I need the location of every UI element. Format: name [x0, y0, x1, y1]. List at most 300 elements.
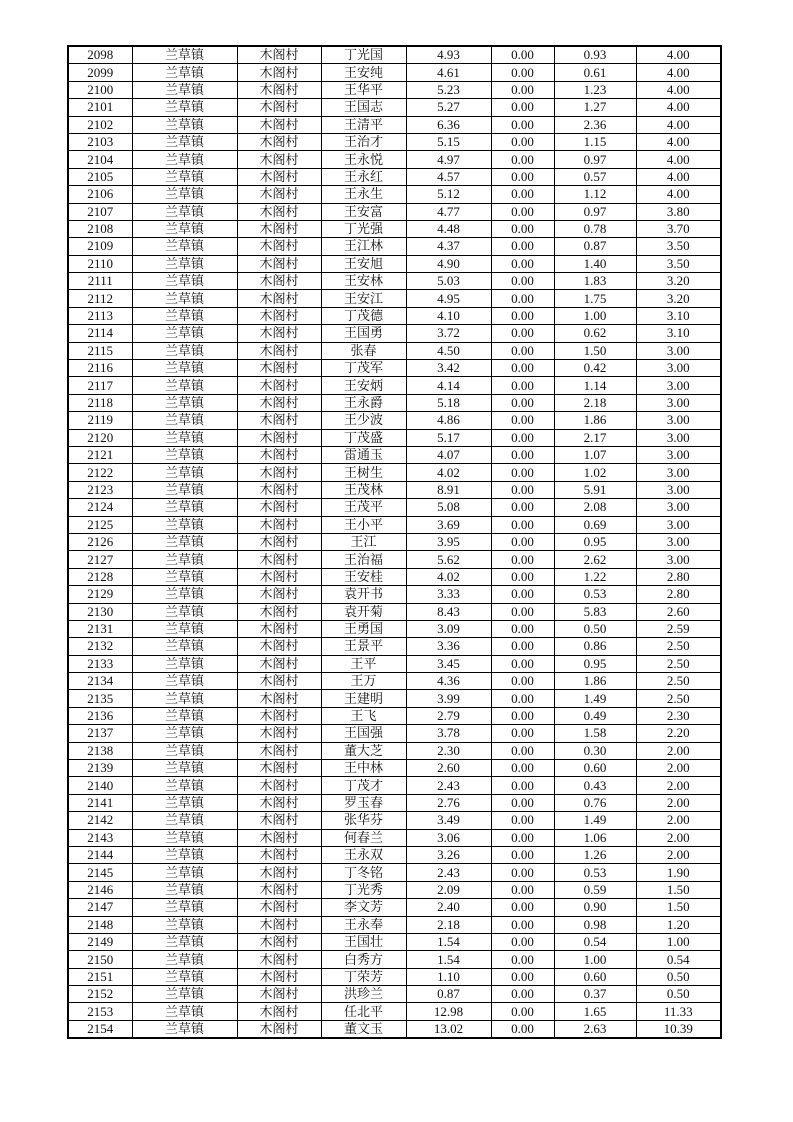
- cell-village: 木阁村: [237, 690, 321, 707]
- cell-value-c: 0.95: [554, 655, 636, 672]
- cell-name: 王万: [321, 673, 406, 690]
- cell-value-a: 3.72: [406, 325, 491, 342]
- cell-value-c: 1.49: [554, 690, 636, 707]
- cell-value-c: 0.49: [554, 707, 636, 724]
- cell-value-d: 2.00: [636, 742, 721, 759]
- cell-value-c: 2.63: [554, 1020, 636, 1038]
- cell-village: 木阁村: [237, 568, 321, 585]
- cell-value-d: 3.00: [636, 516, 721, 533]
- cell-village: 木阁村: [237, 168, 321, 185]
- cell-village: 木阁村: [237, 99, 321, 116]
- cell-village: 木阁村: [237, 864, 321, 881]
- cell-value-d: 3.00: [636, 412, 721, 429]
- cell-town: 兰草镇: [132, 829, 237, 846]
- cell-value-d: 0.50: [636, 968, 721, 985]
- cell-value-b: 0.00: [491, 46, 554, 64]
- cell-value-d: 3.00: [636, 481, 721, 498]
- cell-name: 何春兰: [321, 829, 406, 846]
- cell-village: 木阁村: [237, 446, 321, 463]
- cell-value-b: 0.00: [491, 481, 554, 498]
- cell-value-a: 3.69: [406, 516, 491, 533]
- cell-value-d: 2.00: [636, 812, 721, 829]
- cell-row-number: 2125: [68, 516, 132, 533]
- cell-value-a: 3.45: [406, 655, 491, 672]
- cell-value-c: 0.59: [554, 881, 636, 898]
- cell-value-c: 2.08: [554, 499, 636, 516]
- cell-value-a: 5.03: [406, 273, 491, 290]
- cell-row-number: 2149: [68, 933, 132, 950]
- table-row: [68, 46, 721, 64]
- cell-town: 兰草镇: [132, 412, 237, 429]
- cell-town: 兰草镇: [132, 881, 237, 898]
- cell-row-number: 2145: [68, 864, 132, 881]
- cell-name: 袁开书: [321, 586, 406, 603]
- cell-name: 王永奉: [321, 916, 406, 933]
- cell-value-b: 0.00: [491, 916, 554, 933]
- table-row: [68, 812, 721, 829]
- cell-value-c: 1.86: [554, 412, 636, 429]
- cell-value-c: 1.75: [554, 290, 636, 307]
- cell-village: 木阁村: [237, 586, 321, 603]
- table-row: [68, 620, 721, 637]
- cell-village: 木阁村: [237, 760, 321, 777]
- cell-value-d: 3.00: [636, 551, 721, 568]
- cell-value-c: 0.53: [554, 864, 636, 881]
- cell-row-number: 2132: [68, 638, 132, 655]
- cell-value-a: 3.36: [406, 638, 491, 655]
- cell-name: 王建明: [321, 690, 406, 707]
- cell-value-a: 4.14: [406, 377, 491, 394]
- cell-name: 丁光强: [321, 220, 406, 237]
- table-row: [68, 1020, 721, 1038]
- cell-row-number: 2115: [68, 342, 132, 359]
- cell-town: 兰草镇: [132, 255, 237, 272]
- cell-village: 木阁村: [237, 238, 321, 255]
- cell-name: 丁茂德: [321, 307, 406, 324]
- cell-town: 兰草镇: [132, 655, 237, 672]
- cell-name: 丁光国: [321, 46, 406, 64]
- cell-value-a: 4.02: [406, 464, 491, 481]
- cell-value-b: 0.00: [491, 273, 554, 290]
- cell-value-d: 2.00: [636, 829, 721, 846]
- cell-value-d: 3.00: [636, 342, 721, 359]
- table-row: [68, 133, 721, 150]
- cell-name: 王安纯: [321, 64, 406, 81]
- cell-row-number: 2112: [68, 290, 132, 307]
- cell-village: 木阁村: [237, 273, 321, 290]
- cell-village: 木阁村: [237, 290, 321, 307]
- cell-value-c: 0.95: [554, 533, 636, 550]
- cell-town: 兰草镇: [132, 203, 237, 220]
- table-row: [68, 707, 721, 724]
- cell-value-c: 0.76: [554, 794, 636, 811]
- cell-village: 木阁村: [237, 812, 321, 829]
- cell-row-number: 2134: [68, 673, 132, 690]
- cell-town: 兰草镇: [132, 481, 237, 498]
- cell-village: 木阁村: [237, 533, 321, 550]
- cell-village: 木阁村: [237, 133, 321, 150]
- cell-value-b: 0.00: [491, 933, 554, 950]
- cell-value-d: 2.50: [636, 673, 721, 690]
- cell-village: 木阁村: [237, 360, 321, 377]
- cell-value-d: 2.80: [636, 586, 721, 603]
- table-row: [68, 99, 721, 116]
- cell-value-d: 2.50: [636, 690, 721, 707]
- cell-town: 兰草镇: [132, 429, 237, 446]
- cell-village: 木阁村: [237, 1003, 321, 1020]
- cell-value-c: 0.93: [554, 46, 636, 64]
- cell-name: 王华平: [321, 81, 406, 98]
- cell-value-a: 5.12: [406, 186, 491, 203]
- cell-value-a: 3.09: [406, 620, 491, 637]
- cell-value-c: 0.30: [554, 742, 636, 759]
- cell-village: 木阁村: [237, 220, 321, 237]
- cell-value-a: 4.02: [406, 568, 491, 585]
- cell-village: 木阁村: [237, 429, 321, 446]
- table-row: [68, 1003, 721, 1020]
- cell-name: 王平: [321, 655, 406, 672]
- cell-value-a: 2.76: [406, 794, 491, 811]
- cell-value-a: 4.77: [406, 203, 491, 220]
- table-row: [68, 290, 721, 307]
- cell-village: 木阁村: [237, 725, 321, 742]
- cell-value-a: 3.42: [406, 360, 491, 377]
- cell-name: 王安林: [321, 273, 406, 290]
- cell-value-d: 4.00: [636, 133, 721, 150]
- table-row: [68, 203, 721, 220]
- cell-value-b: 0.00: [491, 307, 554, 324]
- cell-village: 木阁村: [237, 116, 321, 133]
- table-row: [68, 968, 721, 985]
- cell-value-a: 2.79: [406, 707, 491, 724]
- cell-value-c: 0.87: [554, 238, 636, 255]
- cell-village: 木阁村: [237, 829, 321, 846]
- table-row: [68, 586, 721, 603]
- cell-village: 木阁村: [237, 986, 321, 1003]
- cell-value-b: 0.00: [491, 1003, 554, 1020]
- cell-town: 兰草镇: [132, 638, 237, 655]
- cell-value-a: 12.98: [406, 1003, 491, 1020]
- cell-row-number: 2137: [68, 725, 132, 742]
- cell-value-d: 2.50: [636, 655, 721, 672]
- cell-value-c: 2.36: [554, 116, 636, 133]
- cell-village: 木阁村: [237, 255, 321, 272]
- cell-town: 兰草镇: [132, 951, 237, 968]
- cell-value-d: 2.80: [636, 568, 721, 585]
- cell-value-a: 4.48: [406, 220, 491, 237]
- cell-town: 兰草镇: [132, 342, 237, 359]
- cell-value-b: 0.00: [491, 707, 554, 724]
- cell-town: 兰草镇: [132, 307, 237, 324]
- cell-town: 兰草镇: [132, 568, 237, 585]
- cell-town: 兰草镇: [132, 499, 237, 516]
- cell-value-a: 5.08: [406, 499, 491, 516]
- cell-value-b: 0.00: [491, 116, 554, 133]
- cell-value-d: 3.00: [636, 464, 721, 481]
- table-row: [68, 255, 721, 272]
- cell-name: 丁茂军: [321, 360, 406, 377]
- cell-village: 木阁村: [237, 846, 321, 863]
- cell-row-number: 2146: [68, 881, 132, 898]
- cell-value-c: 2.62: [554, 551, 636, 568]
- cell-value-a: 4.93: [406, 46, 491, 64]
- cell-value-d: 4.00: [636, 81, 721, 98]
- cell-value-b: 0.00: [491, 951, 554, 968]
- cell-name: 王安旭: [321, 255, 406, 272]
- cell-value-c: 0.57: [554, 168, 636, 185]
- cell-row-number: 2111: [68, 273, 132, 290]
- cell-town: 兰草镇: [132, 394, 237, 411]
- cell-value-b: 0.00: [491, 360, 554, 377]
- cell-name: 丁茂才: [321, 777, 406, 794]
- cell-value-b: 0.00: [491, 846, 554, 863]
- cell-name: 王清平: [321, 116, 406, 133]
- cell-value-b: 0.00: [491, 1020, 554, 1038]
- cell-value-d: 3.00: [636, 499, 721, 516]
- cell-name: 王永爵: [321, 394, 406, 411]
- cell-name: 张华芬: [321, 812, 406, 829]
- cell-village: 木阁村: [237, 655, 321, 672]
- table-row: [68, 829, 721, 846]
- cell-town: 兰草镇: [132, 968, 237, 985]
- cell-value-b: 0.00: [491, 255, 554, 272]
- table-row: [68, 394, 721, 411]
- cell-name: 丁光秀: [321, 881, 406, 898]
- cell-value-d: 4.00: [636, 186, 721, 203]
- cell-name: 王江林: [321, 238, 406, 255]
- cell-name: 丁荣芳: [321, 968, 406, 985]
- cell-name: 王安富: [321, 203, 406, 220]
- cell-value-b: 0.00: [491, 690, 554, 707]
- cell-value-d: 2.00: [636, 777, 721, 794]
- cell-town: 兰草镇: [132, 725, 237, 742]
- cell-row-number: 2151: [68, 968, 132, 985]
- cell-value-a: 1.54: [406, 933, 491, 950]
- cell-town: 兰草镇: [132, 933, 237, 950]
- table-row: [68, 186, 721, 203]
- cell-town: 兰草镇: [132, 846, 237, 863]
- table-row: [68, 516, 721, 533]
- cell-row-number: 2154: [68, 1020, 132, 1038]
- cell-row-number: 2129: [68, 586, 132, 603]
- cell-value-c: 0.42: [554, 360, 636, 377]
- table-row: [68, 307, 721, 324]
- table-row: [68, 673, 721, 690]
- cell-name: 王少波: [321, 412, 406, 429]
- cell-value-c: 1.00: [554, 951, 636, 968]
- cell-name: 王勇国: [321, 620, 406, 637]
- cell-value-c: 1.26: [554, 846, 636, 863]
- cell-village: 木阁村: [237, 46, 321, 64]
- table-row: [68, 429, 721, 446]
- cell-village: 木阁村: [237, 464, 321, 481]
- cell-town: 兰草镇: [132, 690, 237, 707]
- cell-village: 木阁村: [237, 394, 321, 411]
- cell-value-d: 3.10: [636, 307, 721, 324]
- cell-value-d: 11.33: [636, 1003, 721, 1020]
- cell-value-c: 1.65: [554, 1003, 636, 1020]
- cell-value-b: 0.00: [491, 81, 554, 98]
- cell-value-b: 0.00: [491, 586, 554, 603]
- cell-value-a: 1.10: [406, 968, 491, 985]
- table-row: [68, 168, 721, 185]
- cell-value-d: 1.00: [636, 933, 721, 950]
- cell-name: 王安江: [321, 290, 406, 307]
- cell-value-b: 0.00: [491, 986, 554, 1003]
- cell-value-a: 4.97: [406, 151, 491, 168]
- cell-value-d: 2.59: [636, 620, 721, 637]
- cell-value-b: 0.00: [491, 412, 554, 429]
- cell-town: 兰草镇: [132, 707, 237, 724]
- cell-row-number: 2118: [68, 394, 132, 411]
- cell-row-number: 2127: [68, 551, 132, 568]
- cell-value-d: 1.90: [636, 864, 721, 881]
- cell-town: 兰草镇: [132, 864, 237, 881]
- cell-value-c: 1.27: [554, 99, 636, 116]
- cell-town: 兰草镇: [132, 168, 237, 185]
- cell-value-d: 2.60: [636, 603, 721, 620]
- table-row: [68, 151, 721, 168]
- cell-village: 木阁村: [237, 551, 321, 568]
- cell-value-a: 3.78: [406, 725, 491, 742]
- table-row: [68, 690, 721, 707]
- cell-value-c: 1.50: [554, 342, 636, 359]
- cell-value-c: 1.12: [554, 186, 636, 203]
- table-row: [68, 446, 721, 463]
- cell-value-b: 0.00: [491, 568, 554, 585]
- cell-value-d: 2.00: [636, 760, 721, 777]
- table-row: [68, 725, 721, 742]
- table-row: [68, 881, 721, 898]
- cell-name: 王治福: [321, 551, 406, 568]
- cell-value-a: 2.18: [406, 916, 491, 933]
- cell-village: 木阁村: [237, 186, 321, 203]
- cell-value-b: 0.00: [491, 812, 554, 829]
- cell-value-c: 0.78: [554, 220, 636, 237]
- cell-value-b: 0.00: [491, 377, 554, 394]
- cell-town: 兰草镇: [132, 133, 237, 150]
- table-row: [68, 864, 721, 881]
- table-row: [68, 638, 721, 655]
- cell-town: 兰草镇: [132, 220, 237, 237]
- cell-value-c: 1.14: [554, 377, 636, 394]
- cell-row-number: 2143: [68, 829, 132, 846]
- cell-value-b: 0.00: [491, 290, 554, 307]
- cell-row-number: 2113: [68, 307, 132, 324]
- cell-value-c: 0.60: [554, 968, 636, 985]
- cell-village: 木阁村: [237, 325, 321, 342]
- cell-value-a: 6.36: [406, 116, 491, 133]
- table-row: [68, 464, 721, 481]
- cell-name: 王永双: [321, 846, 406, 863]
- cell-village: 木阁村: [237, 64, 321, 81]
- cell-value-c: 0.97: [554, 151, 636, 168]
- cell-town: 兰草镇: [132, 742, 237, 759]
- cell-value-b: 0.00: [491, 203, 554, 220]
- cell-village: 木阁村: [237, 516, 321, 533]
- table-row: [68, 846, 721, 863]
- cell-value-c: 0.69: [554, 516, 636, 533]
- cell-value-b: 0.00: [491, 603, 554, 620]
- cell-value-d: 2.00: [636, 846, 721, 863]
- cell-value-c: 2.17: [554, 429, 636, 446]
- cell-value-b: 0.00: [491, 394, 554, 411]
- cell-value-d: 3.50: [636, 238, 721, 255]
- table-row: [68, 377, 721, 394]
- cell-value-b: 0.00: [491, 794, 554, 811]
- cell-value-d: 3.20: [636, 290, 721, 307]
- cell-row-number: 2102: [68, 116, 132, 133]
- cell-town: 兰草镇: [132, 238, 237, 255]
- cell-row-number: 2152: [68, 986, 132, 1003]
- table-row: [68, 325, 721, 342]
- cell-value-d: 3.00: [636, 446, 721, 463]
- cell-value-d: 1.50: [636, 881, 721, 898]
- cell-value-a: 4.86: [406, 412, 491, 429]
- cell-row-number: 2098: [68, 46, 132, 64]
- table-row: [68, 412, 721, 429]
- cell-value-a: 5.17: [406, 429, 491, 446]
- cell-village: 木阁村: [237, 81, 321, 98]
- cell-value-c: 1.02: [554, 464, 636, 481]
- cell-row-number: 2135: [68, 690, 132, 707]
- cell-village: 木阁村: [237, 707, 321, 724]
- cell-value-d: 3.00: [636, 394, 721, 411]
- cell-value-a: 2.30: [406, 742, 491, 759]
- cell-village: 木阁村: [237, 638, 321, 655]
- table-row: [68, 533, 721, 550]
- table-row: [68, 899, 721, 916]
- cell-value-a: 2.43: [406, 777, 491, 794]
- cell-value-c: 0.60: [554, 760, 636, 777]
- cell-value-c: 0.61: [554, 64, 636, 81]
- cell-village: 木阁村: [237, 151, 321, 168]
- cell-value-b: 0.00: [491, 742, 554, 759]
- cell-name: 袁开菊: [321, 603, 406, 620]
- cell-name: 王安炳: [321, 377, 406, 394]
- cell-value-c: 5.91: [554, 481, 636, 498]
- cell-town: 兰草镇: [132, 603, 237, 620]
- cell-village: 木阁村: [237, 794, 321, 811]
- cell-row-number: 2116: [68, 360, 132, 377]
- cell-value-a: 3.06: [406, 829, 491, 846]
- cell-row-number: 2121: [68, 446, 132, 463]
- cell-town: 兰草镇: [132, 620, 237, 637]
- cell-town: 兰草镇: [132, 533, 237, 550]
- cell-value-b: 0.00: [491, 829, 554, 846]
- cell-row-number: 2117: [68, 377, 132, 394]
- cell-value-b: 0.00: [491, 551, 554, 568]
- table-row: [68, 742, 721, 759]
- cell-value-b: 0.00: [491, 64, 554, 81]
- cell-row-number: 2139: [68, 760, 132, 777]
- table-row: [68, 238, 721, 255]
- cell-row-number: 2147: [68, 899, 132, 916]
- cell-town: 兰草镇: [132, 673, 237, 690]
- cell-value-d: 2.00: [636, 794, 721, 811]
- cell-value-a: 3.49: [406, 812, 491, 829]
- table-row: [68, 499, 721, 516]
- cell-value-b: 0.00: [491, 99, 554, 116]
- cell-value-a: 2.09: [406, 881, 491, 898]
- cell-row-number: 2142: [68, 812, 132, 829]
- cell-value-d: 4.00: [636, 46, 721, 64]
- cell-name: 王治才: [321, 133, 406, 150]
- cell-name: 罗玉春: [321, 794, 406, 811]
- cell-value-c: 0.86: [554, 638, 636, 655]
- cell-value-a: 2.40: [406, 899, 491, 916]
- cell-row-number: 2099: [68, 64, 132, 81]
